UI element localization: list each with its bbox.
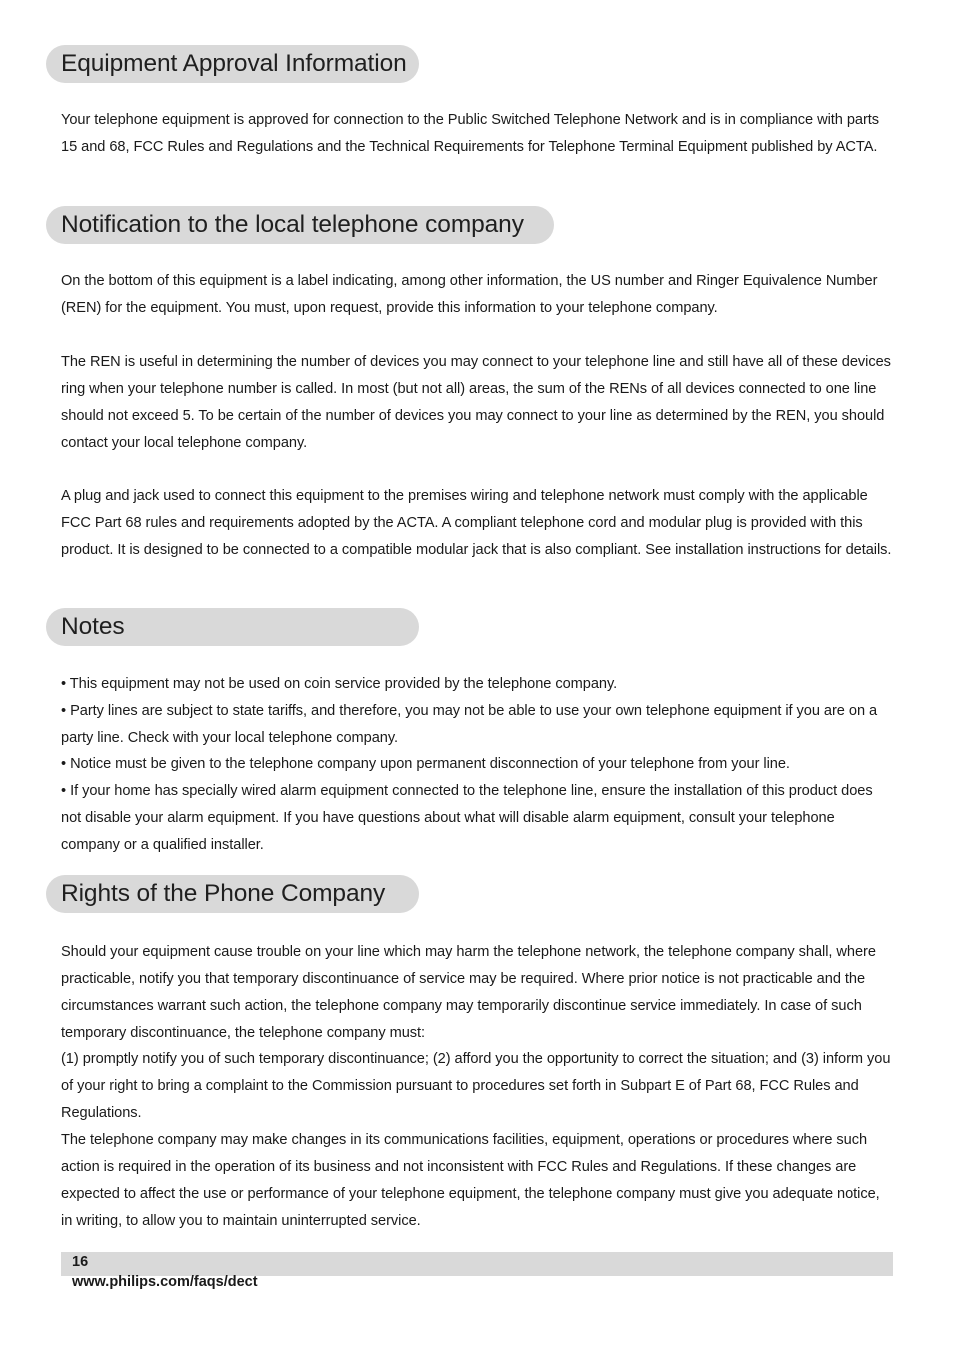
footer-url-link[interactable]: www.philips.com/faqs/dect	[72, 1274, 258, 1290]
section-heading-equipment-approval	[46, 45, 419, 83]
paragraph-rights-changes: The telephone company may make changes in its communications facilities, equipment, operations or procedures where such action is required in the operation of its business and not inconsistent with FCC Rules and Regulations. If these changes are expected to affect the use or performance of your telephone equipment, the telephone company must give you adequate notice, in writing, to allow you to maintain uninterrupted service.	[61, 1132, 880, 1229]
section-heading-rights	[46, 875, 419, 913]
page-number: 16	[72, 1254, 89, 1270]
paragraph-notification-label: On the bottom of this equipment is a label indicating, among other information, the US number and Ringer Equivalence Number (REN) for the equipment. You must, upon request, provide this information to your telephone company.	[61, 273, 878, 316]
paragraph-rights-obligations: (1) promptly notify you of such temporary discontinuance; (2) afford you the opportunity to correct the situation; and (3) inform you of your right to bring a complaint to the Commission pursuant to procedures set forth in Subpart E of Part 68, FCC Rules and Regulations.	[61, 1051, 891, 1121]
note-item: • Party lines are subject to state tariffs, and therefore, you may not be able to use your own telephone equipment if you are on a party line. Check with your local telephone company.	[61, 703, 878, 746]
heading-text: Rights of the Phone Company	[61, 880, 386, 907]
footer-bar	[61, 1252, 893, 1276]
heading-text: Notes	[61, 613, 125, 640]
section-heading-notes	[46, 608, 419, 646]
note-item: • Notice must be given to the telephone company upon permanent disconnection of your telephone from your line.	[61, 756, 790, 772]
paragraph-notification-plug: A plug and jack used to connect this equipment to the premises wiring and telephone network must comply with the applicable FCC Part 68 rules and requirements adopted by the ACTA. A compliant telephone cord and modular plug is provided with this product. It is designed to be connected to a compatible modular jack that is also compliant. See installation instructions for details.	[61, 488, 892, 558]
note-item: • If your home has specially wired alarm equipment connected to the telephone line, ensure the installation of this product does not disable your alarm equipment. If you have questions about what will disable alarm equipment, consult your telephone company or a qualified installer.	[61, 783, 873, 853]
section-heading-notification	[46, 206, 554, 244]
note-item: • This equipment may not be used on coin service provided by the telephone company.	[61, 676, 618, 692]
paragraph-equipment-approval: Your telephone equipment is approved for connection to the Public Switched Telephone Network and is in compliance with parts 15 and 68, FCC Rules and Regulations and the Technical Requirements for Telephone Terminal Equipment published by ACTA.	[61, 112, 880, 155]
paragraph-rights-trouble: Should your equipment cause trouble on your line which may harm the telephone network, the telephone company shall, where practicable, notify you that temporary discontinuance of service may be required. Where prior notice is not practicable and the circumstances warrant such action, the telephone company may temporarily discontinue service immediately. In case of such temporary discontinuance, the telephone company must:	[61, 944, 876, 1041]
heading-text: Equipment Approval Information	[61, 50, 407, 77]
heading-text: Notification to the local telephone company	[61, 211, 524, 238]
paragraph-notification-ren: The REN is useful in determining the number of devices you may connect to your telephone line and still have all of these devices ring when your telephone number is called. In most (but not all) areas, the sum of the RENs of all devices connected to one line should not exceed 5. To be certain of the number of devices you may connect to your line as determined by the REN, you should contact your local telephone company.	[61, 354, 891, 451]
